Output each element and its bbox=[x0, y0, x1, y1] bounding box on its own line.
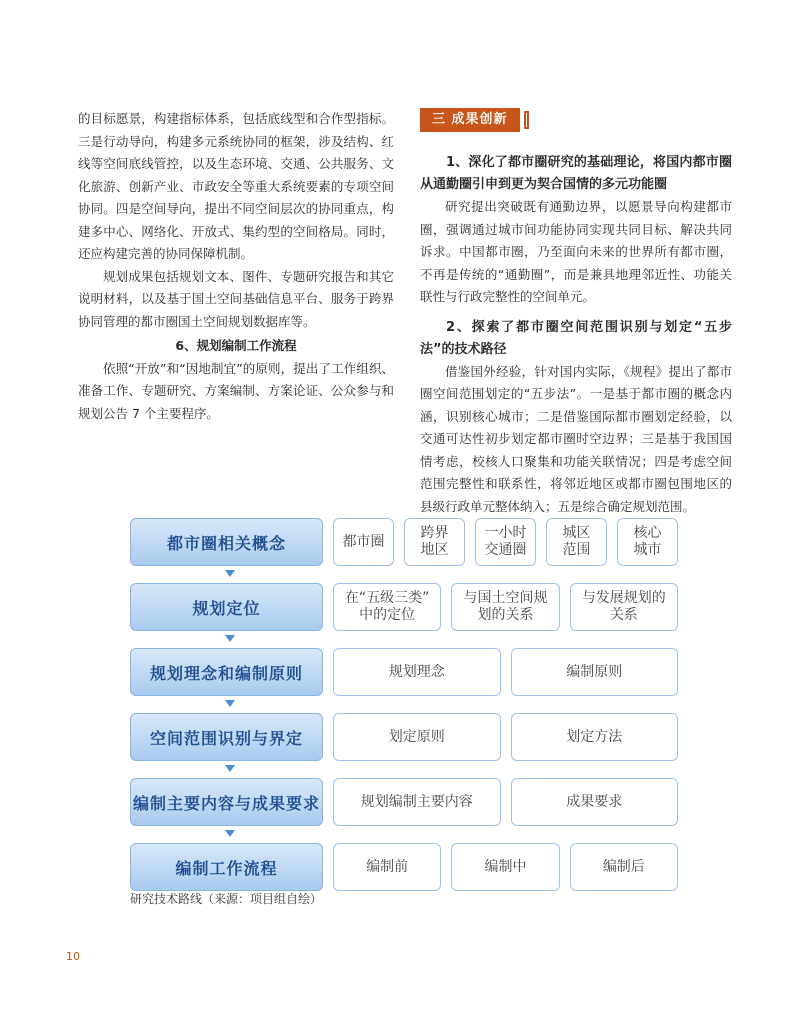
figure-caption: 研究技术路线（来源：项目组自绘） bbox=[130, 892, 323, 906]
flow-item-box: 编制后 bbox=[570, 843, 678, 891]
flow-item-box: 划定原则 bbox=[333, 713, 501, 761]
flow-row bbox=[130, 648, 678, 696]
flow-item-box: 城区 范围 bbox=[546, 518, 607, 566]
flow-item-box: 与发展规划的 关系 bbox=[570, 583, 678, 631]
tech-route-diagram bbox=[130, 518, 678, 891]
left-paragraph-3: 依照“开放”和“因地制宜”的原则，提出了工作组织、准备工作、专题研究、方案编制、方案论证、公众参与和规划公告 7 个主要程序。 bbox=[78, 360, 394, 421]
left-paragraph-1: 的目标愿景，构建指标体系，包括底线型和合作型指标。三是行动导向，构建多元系统协同的框架，涉及结构、红线等空间底线管控，以及生态环境、交通、公共服务、文化旅游、创新产业、市政安全等重大系统要素的专项空间协同。四是空间导向，提出不同空间层次的协同重点，构建多中心、网络化、开放式、集约型的空间格局。同时，还应构建完善的协同保障机制。 bbox=[78, 111, 394, 261]
section-marker-icon bbox=[524, 111, 529, 129]
flow-item-box: 都市圈 bbox=[333, 518, 394, 566]
flow-concept-box: 编制主要内容与成果要求 bbox=[130, 778, 323, 826]
flow-item-box: 编制中 bbox=[451, 843, 559, 891]
arrow-down-icon bbox=[225, 765, 235, 772]
section-title: 三 成果创新 bbox=[420, 108, 520, 132]
flow-item-box: 规划编制主要内容 bbox=[333, 778, 501, 826]
flow-concept-box: 都市圈相关概念 bbox=[130, 518, 323, 566]
flow-item-box: 一小时 交通圈 bbox=[475, 518, 536, 566]
flow-item-box: 编制原则 bbox=[511, 648, 679, 696]
innovation-paragraph-2: 借鉴国外经验，针对国内实际，《规程》提出了都市圈空间范围划定的“五步法”。一是基于都市圈的概念内涵，识别核心城市；二是借鉴国际都市圈划定经验，以交通可达性初步划定都市圈时空边界；三是基于我国国情考虑，校核人口聚集和功能关联情况；四是考虑空间范围完整性和联系性，将邻近地区或都市圈包围地区的县级行政单元整体纳入；五是综合确定规划范围。 bbox=[420, 363, 732, 514]
arrow-down-icon bbox=[225, 635, 235, 642]
section-header bbox=[420, 108, 732, 132]
arrow-down-icon bbox=[225, 700, 235, 707]
flow-item-box: 成果要求 bbox=[511, 778, 679, 826]
left-heading-6: 6、规划编制工作流程 bbox=[175, 338, 297, 353]
flow-row bbox=[130, 843, 678, 891]
flow-row bbox=[130, 713, 678, 761]
flow-concept-box: 规划理念和编制原则 bbox=[130, 648, 323, 696]
left-paragraph-2: 规划成果包括规划文本、图件、专题研究报告和其它说明材料，以及基于国土空间基础信息平台、服务于跨界协同管理的都市圈国土空间规划数据库等。 bbox=[78, 268, 394, 329]
flow-row bbox=[130, 583, 678, 631]
flow-concept-box: 规划定位 bbox=[130, 583, 323, 631]
flow-row bbox=[130, 778, 678, 826]
flow-row bbox=[130, 518, 678, 566]
page-number: 10 bbox=[66, 950, 80, 963]
left-column bbox=[78, 108, 394, 425]
flow-item-box: 核心 城市 bbox=[617, 518, 678, 566]
arrow-down-icon bbox=[225, 830, 235, 837]
arrow-down-icon bbox=[225, 570, 235, 577]
innovation-paragraph-1: 研究提出突破既有通勤边界，以愿景导向构建都市圈，强调通过城市间功能协同实现共同目标、解决共同诉求。中国都市圈，乃至面向未来的世界所有都市圈，不再是传统的“通勤圈”，而是兼具地理邻近性、功能关联性与行政完整性的空间单元。 bbox=[420, 199, 732, 304]
flow-item-box: 规划理念 bbox=[333, 648, 501, 696]
right-column bbox=[420, 108, 732, 518]
innovation-heading-2: 2、探索了都市圈空间范围识别与划定“五步法”的技术路径 bbox=[420, 319, 732, 357]
flow-item-box: 划定方法 bbox=[511, 713, 679, 761]
innovation-heading-1: 1、深化了都市圈研究的基础理论，将国内都市圈从通勤圈引申到更为契合国情的多元功能圈 bbox=[420, 155, 732, 192]
flow-concept-box: 空间范围识别与界定 bbox=[130, 713, 323, 761]
flow-item-box: 与国土空间规 划的关系 bbox=[451, 583, 559, 631]
flow-item-box: 在“五级三类” 中的定位 bbox=[333, 583, 441, 631]
flow-concept-box: 编制工作流程 bbox=[130, 843, 323, 891]
flow-item-box: 跨界 地区 bbox=[404, 518, 465, 566]
flow-item-box: 编制前 bbox=[333, 843, 441, 891]
